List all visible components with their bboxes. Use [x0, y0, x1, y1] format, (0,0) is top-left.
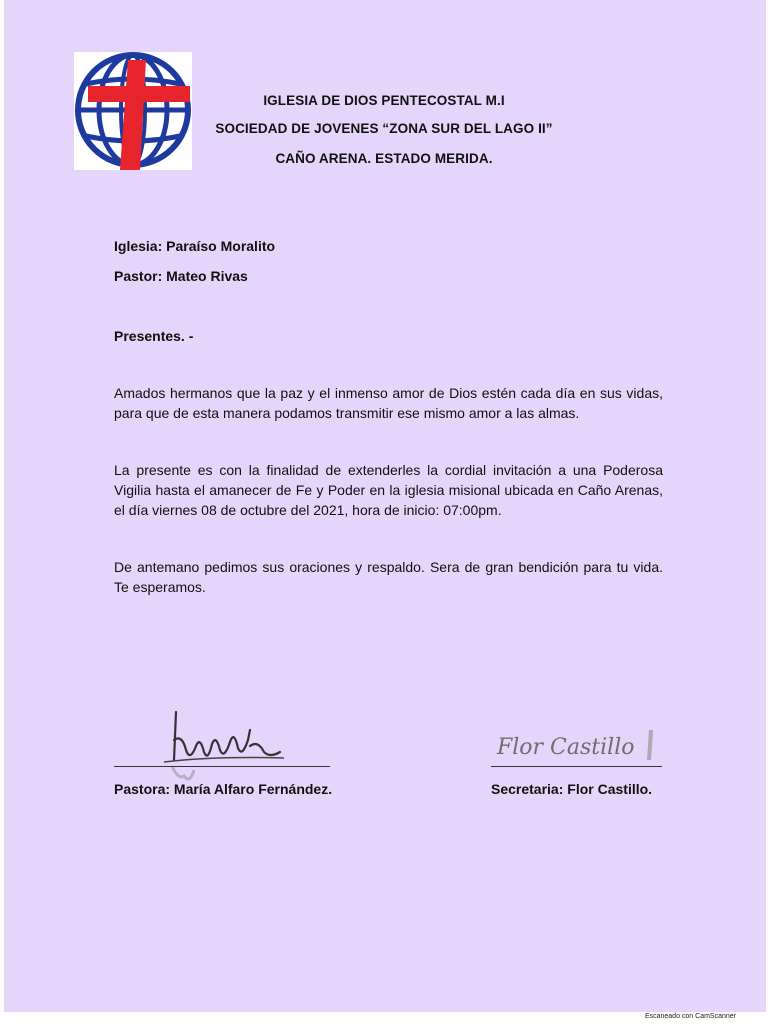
globe-cross-icon [74, 52, 192, 170]
pastora-signature-line [114, 766, 330, 767]
youth-society-name: SOCIEDAD DE JOVENES “ZONA SUR DEL LAGO II” [215, 121, 553, 136]
recipient-church: Iglesia: Paraíso Moralito [114, 238, 276, 254]
letter-sheet [4, 0, 766, 1012]
body-paragraph-greeting: Amados hermanos que la paz y el inmenso amor de Dios estén cada día en sus vidas, para que de esta manera podamos transmitir ese mismo amor a las almas. [114, 385, 663, 421]
secretaria-signature-line [491, 766, 662, 767]
pastora-signature [154, 700, 294, 790]
secretaria-caption: Secretaria: Flor Castillo. [491, 781, 653, 797]
recipient-pastor: Pastor: Mateo Rivas [114, 268, 248, 284]
salutation: Presentes. - [114, 328, 194, 344]
church-location: CAÑO ARENA. ESTADO MERIDA. [275, 151, 493, 166]
church-logo [74, 52, 192, 170]
secretaria-handwriting: Flor Castillo [497, 735, 635, 760]
secretaria-signature [491, 720, 666, 770]
scanner-watermark: Escaneado con CamScanner [644, 1013, 736, 1020]
church-name: IGLESIA DE DIOS PENTECOSTAL M.I [263, 93, 505, 108]
pastora-caption: Pastora: María Alfaro Fernández. [114, 781, 333, 797]
body-paragraph-closing: De antemano pedimos sus oraciones y respaldo. Sera de gran bendición para tu vida. Te esperamos. [114, 559, 663, 595]
body-paragraph-invitation: La presente es con la finalidad de extenderles la cordial invitación a una Poderosa Vigilia hasta el amanecer de Fe y Poder en la iglesia misional ubicada en Caño Arenas, el día viernes 08 de octubre del 2021, hora de inicio: 07:00pm. [114, 462, 663, 518]
